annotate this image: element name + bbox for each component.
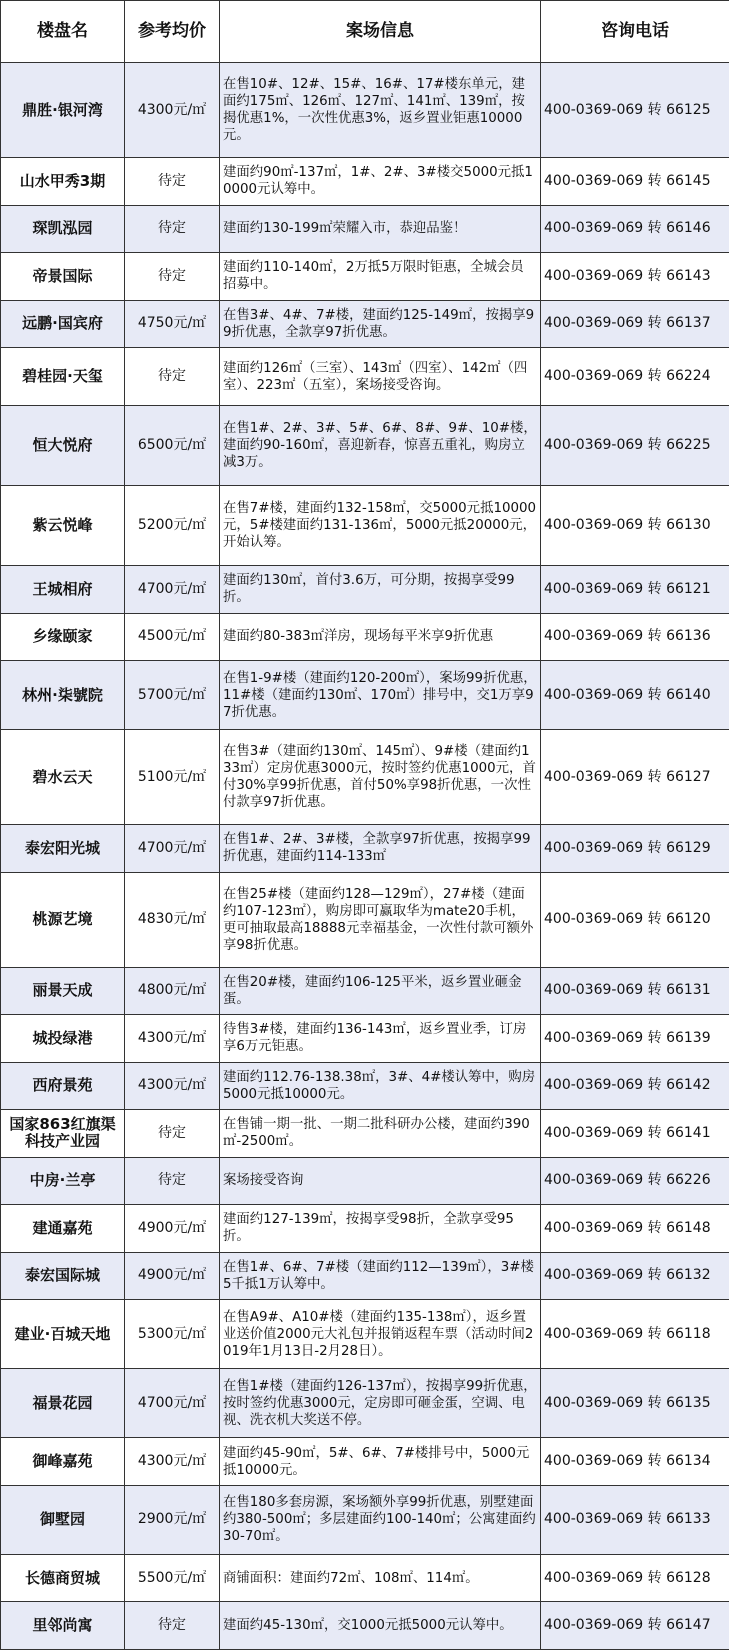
header-row [1, 1, 729, 63]
property-name: 里邻尚寓 [1, 1602, 125, 1650]
reference-price: 4750元/㎡ [125, 300, 220, 348]
contact-phone: 400-0369-069 转 66118 [541, 1300, 729, 1369]
contact-phone: 400-0369-069 转 66226 [541, 1157, 729, 1205]
sales-info: 案场接受咨询 [220, 1157, 541, 1205]
table-row [1, 63, 729, 158]
reference-price: 待定 [125, 1602, 220, 1650]
reference-price: 5700元/㎡ [125, 661, 220, 730]
reference-price: 2900元/㎡ [125, 1485, 220, 1554]
table-row [1, 967, 729, 1015]
contact-phone: 400-0369-069 转 66141 [541, 1110, 729, 1158]
sales-info: 建面约110-140㎡，2万抵5万限时钜惠，全城会员招募中。 [220, 253, 541, 301]
reference-price: 4300元/㎡ [125, 1015, 220, 1063]
table-row [1, 253, 729, 301]
reference-price: 待定 [125, 253, 220, 301]
reference-price: 4700元/㎡ [125, 566, 220, 614]
contact-phone: 400-0369-069 转 66142 [541, 1062, 729, 1110]
table-row [1, 1157, 729, 1205]
sales-info: 在售1#、6#、7#楼（建面约112—139㎡），3#楼5千抵1万认筹中。 [220, 1252, 541, 1300]
table-row [1, 872, 729, 967]
table-row [1, 730, 729, 825]
property-name: 乡缘颐家 [1, 613, 125, 661]
table-row [1, 486, 729, 566]
property-name: 福景花园 [1, 1369, 125, 1438]
contact-phone: 400-0369-069 转 66147 [541, 1602, 729, 1650]
table-row [1, 1485, 729, 1554]
contact-phone: 400-0369-069 转 66148 [541, 1205, 729, 1253]
table-row [1, 1015, 729, 1063]
reference-price: 4500元/㎡ [125, 613, 220, 661]
reference-price: 待定 [125, 348, 220, 406]
table-row [1, 1369, 729, 1438]
reference-price: 待定 [125, 1110, 220, 1158]
table-row [1, 1205, 729, 1253]
sales-info: 在售1-9#楼（建面约120-200㎡），案场99折优惠，11#楼（建面约130㎡、170㎡）排号中，交1万享97折优惠。 [220, 661, 541, 730]
table-row [1, 1438, 729, 1486]
contact-phone: 400-0369-069 转 66130 [541, 486, 729, 566]
contact-phone: 400-0369-069 转 66132 [541, 1252, 729, 1300]
contact-phone: 400-0369-069 转 66139 [541, 1015, 729, 1063]
table-row [1, 158, 729, 206]
table-row [1, 348, 729, 406]
contact-phone: 400-0369-069 转 66133 [541, 1485, 729, 1554]
property-name: 国家863红旗渠科技产业园 [1, 1110, 125, 1158]
sales-info: 在售A9#、A10#楼（建面约135-138㎡），返乡置业送价值2000元大礼包并报销返程车票（活动时间2019年1月13日-2月28日）。 [220, 1300, 541, 1369]
sales-info: 在售1#、2#、3#、5#、6#、8#、9#、10#楼，建面约90-160㎡，喜迎新春，惊喜五重礼，购房立减3万。 [220, 406, 541, 486]
property-name: 山水甲秀3期 [1, 158, 125, 206]
reference-price: 4830元/㎡ [125, 872, 220, 967]
reference-price: 待定 [125, 158, 220, 206]
reference-price: 4800元/㎡ [125, 967, 220, 1015]
sales-info: 在售20#楼，建面约106-125平米，返乡置业砸金蛋。 [220, 967, 541, 1015]
sales-info: 在售180多套房源，案场额外享99折优惠，别墅建面约380-500㎡；多层建面约100-140㎡；公寓建面约30-70㎡。 [220, 1485, 541, 1554]
property-name: 紫云悦峰 [1, 486, 125, 566]
contact-phone: 400-0369-069 转 66137 [541, 300, 729, 348]
sales-info: 在售1#楼（建面约126-137㎡），按揭享99折优惠，按时签约优惠3000元，定房即可砸金蛋，空调、电视、洗衣机大奖送不停。 [220, 1369, 541, 1438]
property-name: 泰宏国际城 [1, 1252, 125, 1300]
table-row [1, 300, 729, 348]
header-price: 参考均价 [125, 1, 220, 63]
property-name: 城投绿港 [1, 1015, 125, 1063]
reference-price: 4700元/㎡ [125, 825, 220, 873]
sales-info: 在售7#楼，建面约132-158㎡，交5000元抵10000元，5#楼建面约131-136㎡，5000元抵20000元，开始认筹。 [220, 486, 541, 566]
sales-info: 在售1#、2#、3#楼，全款享97折优惠，按揭享99折优惠，建面约114-133㎡ [220, 825, 541, 873]
property-name: 王城相府 [1, 566, 125, 614]
reference-price: 4300元/㎡ [125, 1062, 220, 1110]
property-name: 御墅园 [1, 1485, 125, 1554]
table-row [1, 1062, 729, 1110]
property-name: 中房·兰亭 [1, 1157, 125, 1205]
header-phone: 咨询电话 [541, 1, 729, 63]
sales-info: 在售3#（建面约130㎡、145㎡）、9#楼（建面约133㎡）定房优惠3000元，按时签约优惠1000元，首付30%享99折优惠，首付50%享98折优惠，一次性付款享97折优惠。 [220, 730, 541, 825]
table-row [1, 661, 729, 730]
sales-info: 建面约80-383㎡洋房，现场每平米享9折优惠 [220, 613, 541, 661]
table-row [1, 1300, 729, 1369]
sales-info: 在售铺一期一批、一期二批科研办公楼，建面约390㎡-2500㎡。 [220, 1110, 541, 1158]
table-row [1, 566, 729, 614]
contact-phone: 400-0369-069 转 66140 [541, 661, 729, 730]
header-info: 案场信息 [220, 1, 541, 63]
property-name: 远鹏·国宾府 [1, 300, 125, 348]
reference-price: 4300元/㎡ [125, 63, 220, 158]
reference-price: 待定 [125, 205, 220, 253]
sales-info: 在售10#、12#、15#、16#、17#楼东单元，建面约175㎡、126㎡、127㎡、141㎡、139㎡，按揭优惠1%，一次性优惠3%，返乡置业钜惠10000元。 [220, 63, 541, 158]
table-row [1, 613, 729, 661]
property-name: 丽景天成 [1, 967, 125, 1015]
contact-phone: 400-0369-069 转 66145 [541, 158, 729, 206]
sales-info: 待售3#楼，建面约136-143㎡，返乡置业季，订房享6万元钜惠。 [220, 1015, 541, 1063]
contact-phone: 400-0369-069 转 66135 [541, 1369, 729, 1438]
header-name: 楼盘名 [1, 1, 125, 63]
table-row [1, 1554, 729, 1602]
property-name: 碧桂园·天玺 [1, 348, 125, 406]
contact-phone: 400-0369-069 转 66120 [541, 872, 729, 967]
property-name: 建业·百城天地 [1, 1300, 125, 1369]
contact-phone: 400-0369-069 转 66143 [541, 253, 729, 301]
contact-phone: 400-0369-069 转 66129 [541, 825, 729, 873]
contact-phone: 400-0369-069 转 66128 [541, 1554, 729, 1602]
property-name: 建通嘉苑 [1, 1205, 125, 1253]
sales-info: 建面约90㎡-137㎡，1#、2#、3#楼交5000元抵10000元认筹中。 [220, 158, 541, 206]
sales-info: 建面约45-130㎡，交1000元抵5000元认筹中。 [220, 1602, 541, 1650]
contact-phone: 400-0369-069 转 66134 [541, 1438, 729, 1486]
contact-phone: 400-0369-069 转 66225 [541, 406, 729, 486]
reference-price: 6500元/㎡ [125, 406, 220, 486]
sales-info: 建面约45-90㎡，5#、6#、7#楼排号中，5000元抵10000元。 [220, 1438, 541, 1486]
reference-price: 5100元/㎡ [125, 730, 220, 825]
reference-price: 5200元/㎡ [125, 486, 220, 566]
property-name: 长德商贸城 [1, 1554, 125, 1602]
reference-price: 4300元/㎡ [125, 1438, 220, 1486]
reference-price: 4700元/㎡ [125, 1369, 220, 1438]
contact-phone: 400-0369-069 转 66125 [541, 63, 729, 158]
property-name: 林州·柒號院 [1, 661, 125, 730]
contact-phone: 400-0369-069 转 66136 [541, 613, 729, 661]
sales-info: 在售3#、4#、7#楼，建面约125-149㎡，按揭享99折优惠，全款享97折优惠。 [220, 300, 541, 348]
table-row [1, 1602, 729, 1650]
reference-price: 5500元/㎡ [125, 1554, 220, 1602]
sales-info: 建面约130㎡，首付3.6万，可分期，按揭享受99折。 [220, 566, 541, 614]
reference-price: 待定 [125, 1157, 220, 1205]
reference-price: 4900元/㎡ [125, 1205, 220, 1253]
property-name: 碧水云天 [1, 730, 125, 825]
sales-info: 建面约127-139㎡，按揭享受98折，全款享受95折。 [220, 1205, 541, 1253]
contact-phone: 400-0369-069 转 66131 [541, 967, 729, 1015]
property-name: 御峰嘉苑 [1, 1438, 125, 1486]
table-row [1, 1252, 729, 1300]
contact-phone: 400-0369-069 转 66121 [541, 566, 729, 614]
sales-info: 建面约130-199㎡荣耀入市，恭迎品鉴！ [220, 205, 541, 253]
property-name: 桃源艺境 [1, 872, 125, 967]
table-row [1, 406, 729, 486]
property-name: 帝景国际 [1, 253, 125, 301]
table-row [1, 1110, 729, 1158]
sales-info: 在售25#楼（建面约128—129㎡），27#楼（建面约107-123㎡），购房即可赢取华为mate20手机，更可抽取最高18888元幸福基金，一次性付款可额外享98折优惠。 [220, 872, 541, 967]
sales-info: 建面约112.76-138.38㎡，3#、4#楼认筹中，购房5000元抵10000元。 [220, 1062, 541, 1110]
property-name: 西府景苑 [1, 1062, 125, 1110]
contact-phone: 400-0369-069 转 66224 [541, 348, 729, 406]
contact-phone: 400-0369-069 转 66146 [541, 205, 729, 253]
property-name: 泰宏阳光城 [1, 825, 125, 873]
table-row [1, 205, 729, 253]
property-name: 恒大悦府 [1, 406, 125, 486]
sales-info: 商铺面积：建面约72㎡、108㎡、114㎡。 [220, 1554, 541, 1602]
property-name: 鼎胜·银河湾 [1, 63, 125, 158]
reference-price: 4900元/㎡ [125, 1252, 220, 1300]
table-row [1, 825, 729, 873]
contact-phone: 400-0369-069 转 66127 [541, 730, 729, 825]
sales-info: 建面约126㎡（三室）、143㎡（四室）、142㎡（四室）、223㎡（五室），案场接受咨询。 [220, 348, 541, 406]
reference-price: 5300元/㎡ [125, 1300, 220, 1369]
property-name: 琛凯泓园 [1, 205, 125, 253]
